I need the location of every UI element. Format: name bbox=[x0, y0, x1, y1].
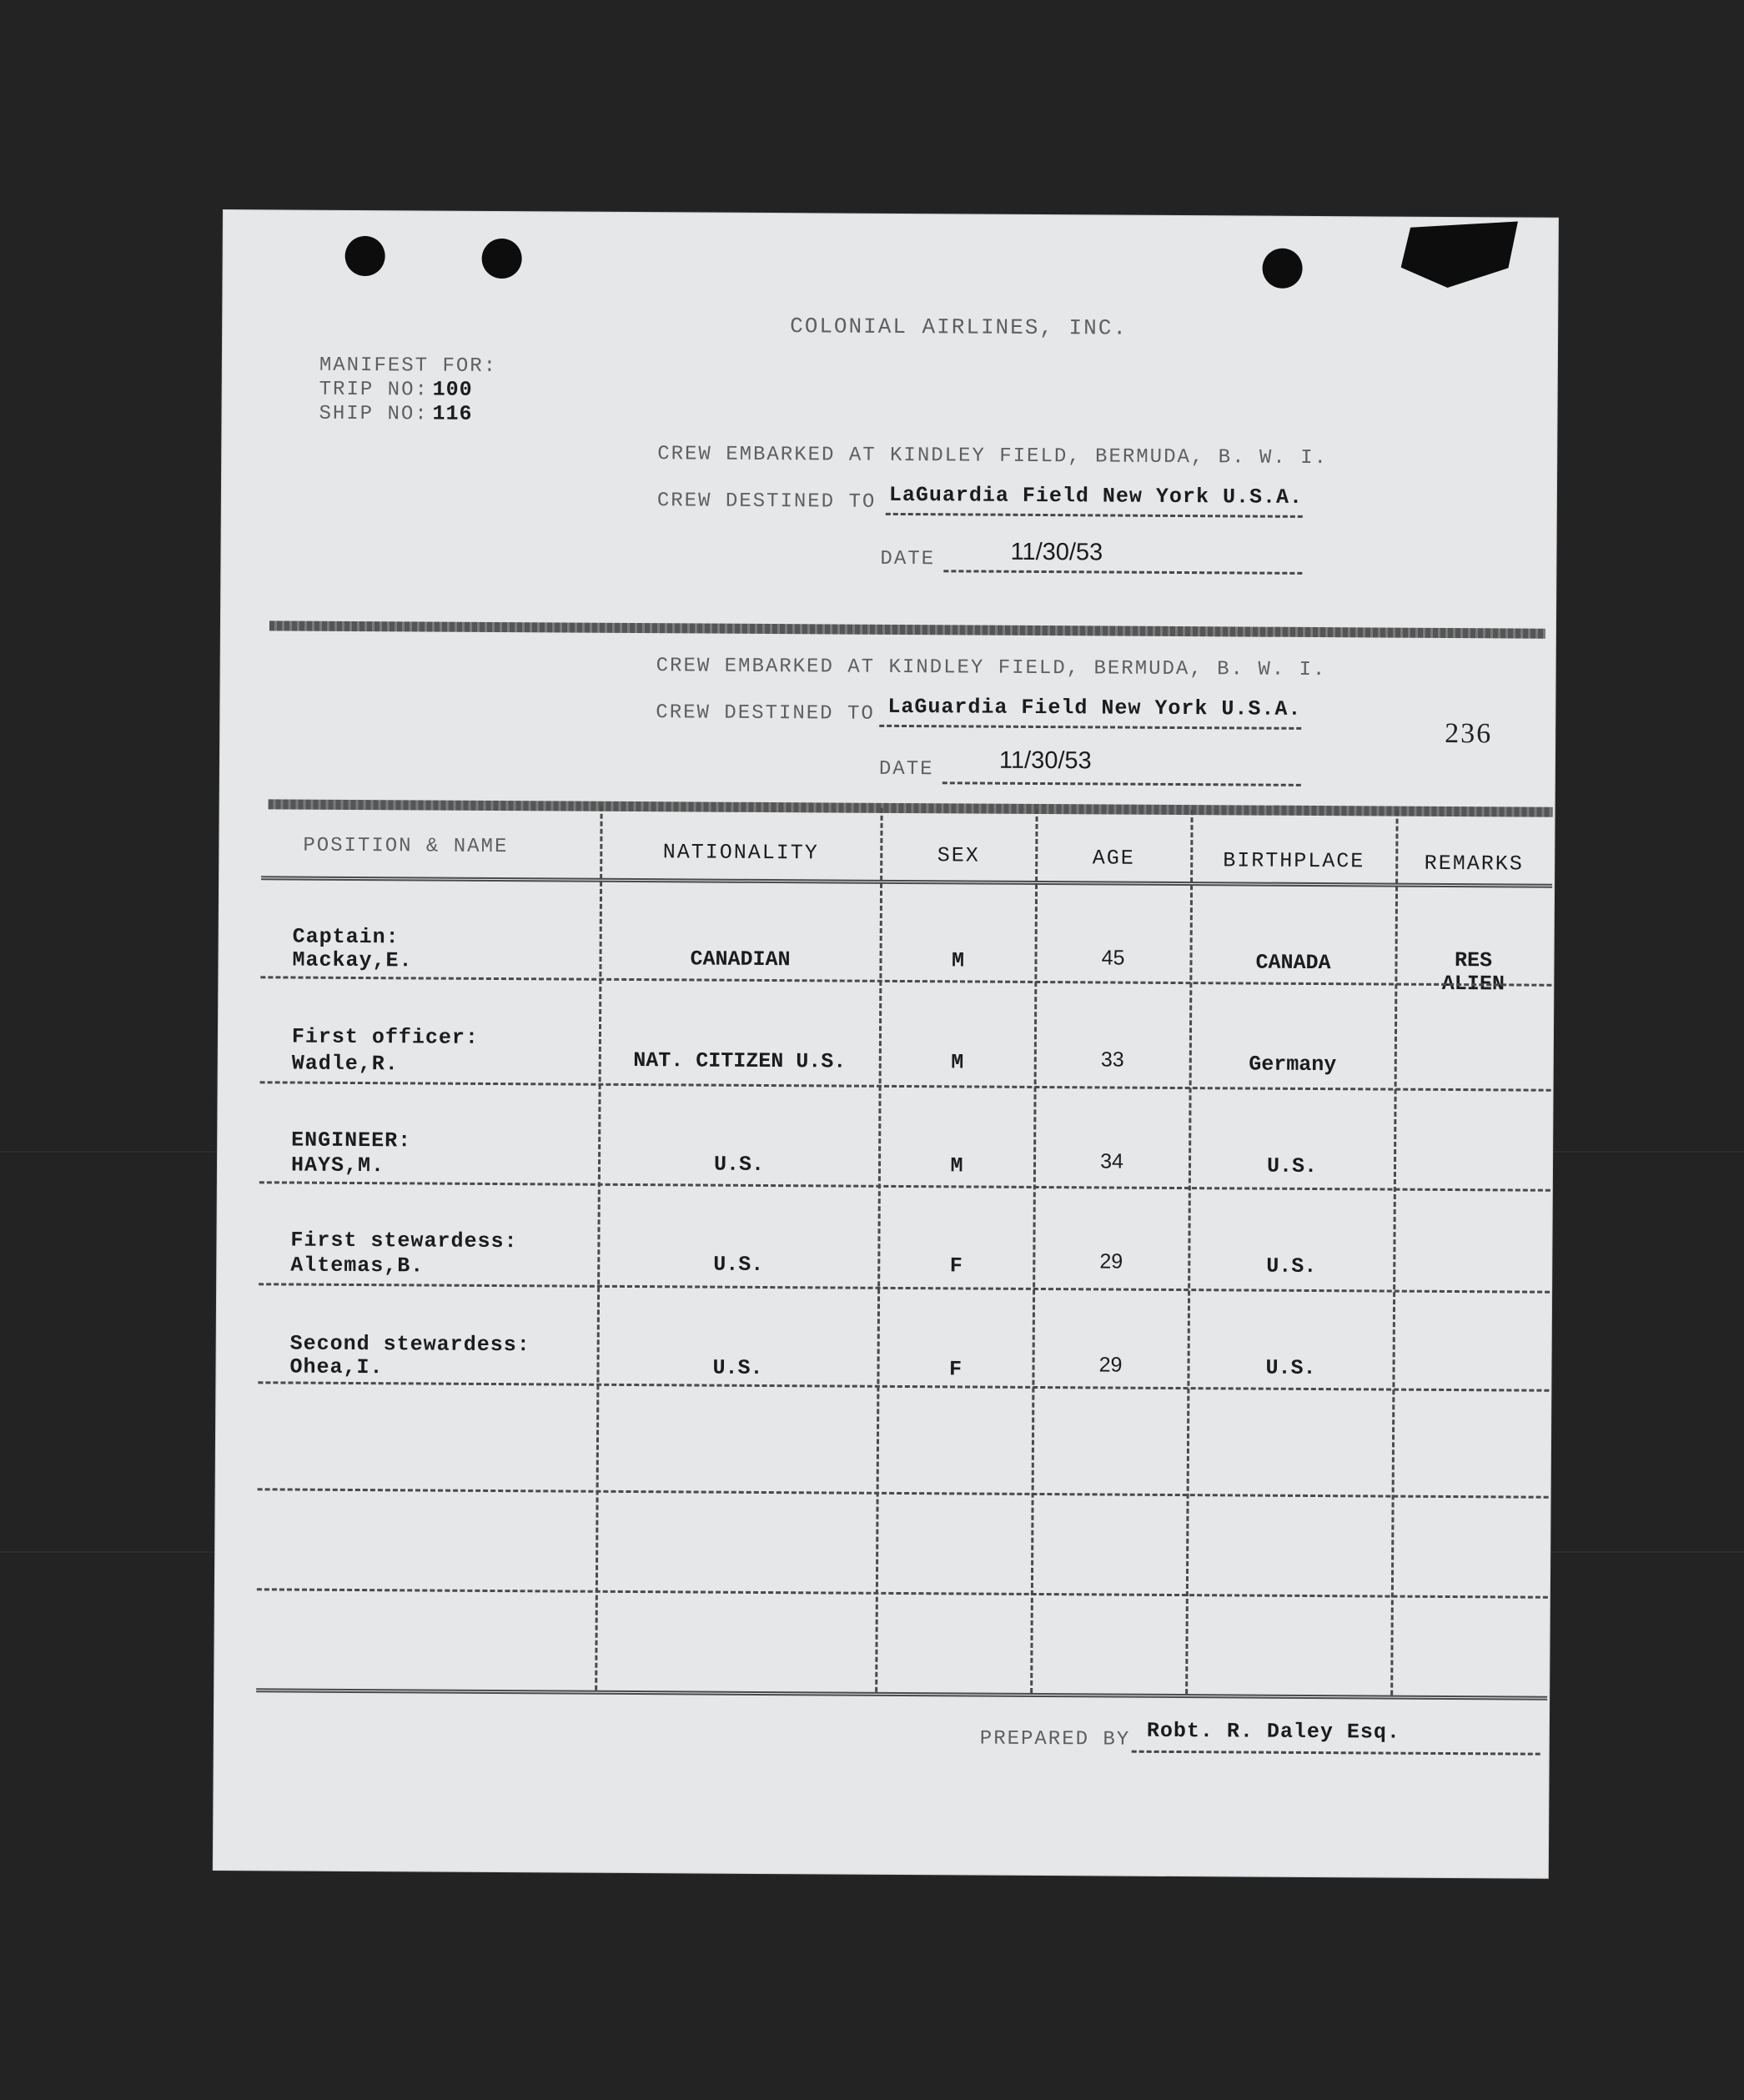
row-1-name: Mackay,E. bbox=[292, 947, 413, 973]
prepared-by-name: Robt. R. Daley Esq. bbox=[1146, 1718, 1401, 1745]
row-5-birthplace: U.S. bbox=[1265, 1355, 1316, 1381]
torn-corner bbox=[1400, 221, 1517, 289]
row-5-position: Second stewardess: bbox=[289, 1331, 530, 1358]
punch-hole bbox=[1262, 249, 1302, 289]
row-3-age: 34 bbox=[1100, 1149, 1124, 1173]
row-1-birthplace: CANADA bbox=[1255, 950, 1331, 976]
row-1-nationality: CANADIAN bbox=[690, 947, 791, 972]
ship-number: 116 bbox=[432, 401, 473, 426]
table-top-bar bbox=[269, 799, 1553, 816]
row-3-position: ENGINEER: bbox=[291, 1128, 412, 1153]
row-3-sex: M bbox=[950, 1153, 963, 1178]
destined-label-1: CREW DESTINED TO bbox=[656, 490, 877, 514]
row-divider bbox=[258, 1488, 1549, 1498]
column-divider bbox=[595, 806, 602, 1691]
company-name: COLONIAL AIRLINES, INC. bbox=[790, 314, 1128, 341]
row-1-remarks-line-2: ALIEN bbox=[1441, 971, 1505, 997]
row-1-age: 45 bbox=[1101, 946, 1125, 970]
row-4-nationality: U.S. bbox=[713, 1252, 764, 1277]
row-3-birthplace: U.S. bbox=[1266, 1153, 1318, 1179]
row-1-sex: M bbox=[951, 948, 965, 973]
punch-hole bbox=[482, 239, 522, 279]
row-divider bbox=[257, 1588, 1548, 1598]
embarked-label-2: CREW EMBARKED AT KINDLEY FIELD, BERMUDA, B. W. I. bbox=[656, 655, 1327, 682]
row-2-age: 33 bbox=[1100, 1047, 1124, 1072]
row-4-sex: F bbox=[949, 1253, 962, 1279]
row-2-name: Wadle,R. bbox=[291, 1051, 399, 1077]
destination-2: LaGuardia Field New York U.S.A. bbox=[887, 694, 1302, 721]
header-sex: SEX bbox=[937, 843, 980, 868]
table-bottom-line bbox=[256, 1688, 1547, 1700]
destination-1: LaGuardia Field New York U.S.A. bbox=[888, 482, 1304, 510]
embarked-label-1: CREW EMBARKED AT KINDLEY FIELD, BERMUDA, B. W. I. bbox=[657, 443, 1329, 470]
manifest-document bbox=[214, 210, 1558, 1878]
row-4-position: First stewardess: bbox=[290, 1228, 518, 1254]
row-1-remarks-line-1: RES bbox=[1454, 948, 1493, 973]
row-3-nationality: U.S. bbox=[713, 1152, 765, 1177]
separator-bar bbox=[269, 620, 1545, 638]
row-5-name: Ohea,I. bbox=[289, 1354, 384, 1380]
ship-label: SHIP NO: bbox=[319, 402, 429, 426]
header-divider bbox=[261, 876, 1552, 887]
row-divider bbox=[259, 1283, 1550, 1293]
date-1: 11/30/53 bbox=[1010, 538, 1103, 566]
row-2-sex: M bbox=[951, 1050, 964, 1075]
prepared-by-label: PREPARED BY bbox=[979, 1727, 1131, 1751]
destination-underline-2 bbox=[879, 725, 1301, 730]
row-divider bbox=[258, 1381, 1549, 1391]
punch-hole bbox=[345, 236, 385, 276]
row-divider bbox=[260, 976, 1551, 986]
row-4-name: Altemas,B. bbox=[290, 1253, 425, 1279]
date-label-2: DATE bbox=[878, 757, 934, 781]
row-4-birthplace: U.S. bbox=[1266, 1253, 1317, 1279]
header-position-name: POSITION & NAME bbox=[303, 834, 509, 859]
row-3-name: HAYS,M. bbox=[290, 1153, 385, 1178]
header-birthplace: BIRTHPLACE bbox=[1223, 848, 1365, 874]
date-label-1: DATE bbox=[880, 547, 936, 571]
column-divider bbox=[1390, 811, 1398, 1696]
row-2-position: First officer: bbox=[291, 1024, 480, 1050]
date-underline-2 bbox=[942, 781, 1301, 786]
header-remarks: REMARKS bbox=[1424, 851, 1524, 877]
row-1-position: Captain: bbox=[292, 924, 400, 950]
manifest-for-label: MANIFEST FOR: bbox=[319, 354, 498, 379]
column-divider bbox=[875, 808, 882, 1692]
row-5-age: 29 bbox=[1098, 1353, 1123, 1377]
row-2-nationality: NAT. CITIZEN U.S. bbox=[633, 1048, 847, 1074]
row-4-age: 29 bbox=[1099, 1249, 1123, 1274]
row-5-nationality: U.S. bbox=[712, 1355, 763, 1380]
column-divider bbox=[1185, 810, 1193, 1694]
trip-number: 100 bbox=[432, 377, 473, 402]
trip-label: TRIP NO: bbox=[319, 378, 429, 402]
row-divider bbox=[260, 1081, 1551, 1091]
date-underline-1 bbox=[943, 570, 1302, 575]
destination-underline-1 bbox=[886, 513, 1303, 518]
header-nationality: NATIONALITY bbox=[662, 840, 819, 866]
prepared-by-underline bbox=[1132, 1751, 1540, 1756]
row-5-sex: F bbox=[948, 1357, 962, 1382]
header-age: AGE bbox=[1092, 846, 1135, 871]
destined-label-2: CREW DESTINED TO bbox=[656, 701, 875, 726]
row-divider bbox=[259, 1181, 1551, 1191]
page-number: 236 bbox=[1445, 717, 1493, 750]
date-2: 11/30/53 bbox=[998, 746, 1092, 775]
row-2-birthplace: Germany bbox=[1249, 1052, 1337, 1078]
